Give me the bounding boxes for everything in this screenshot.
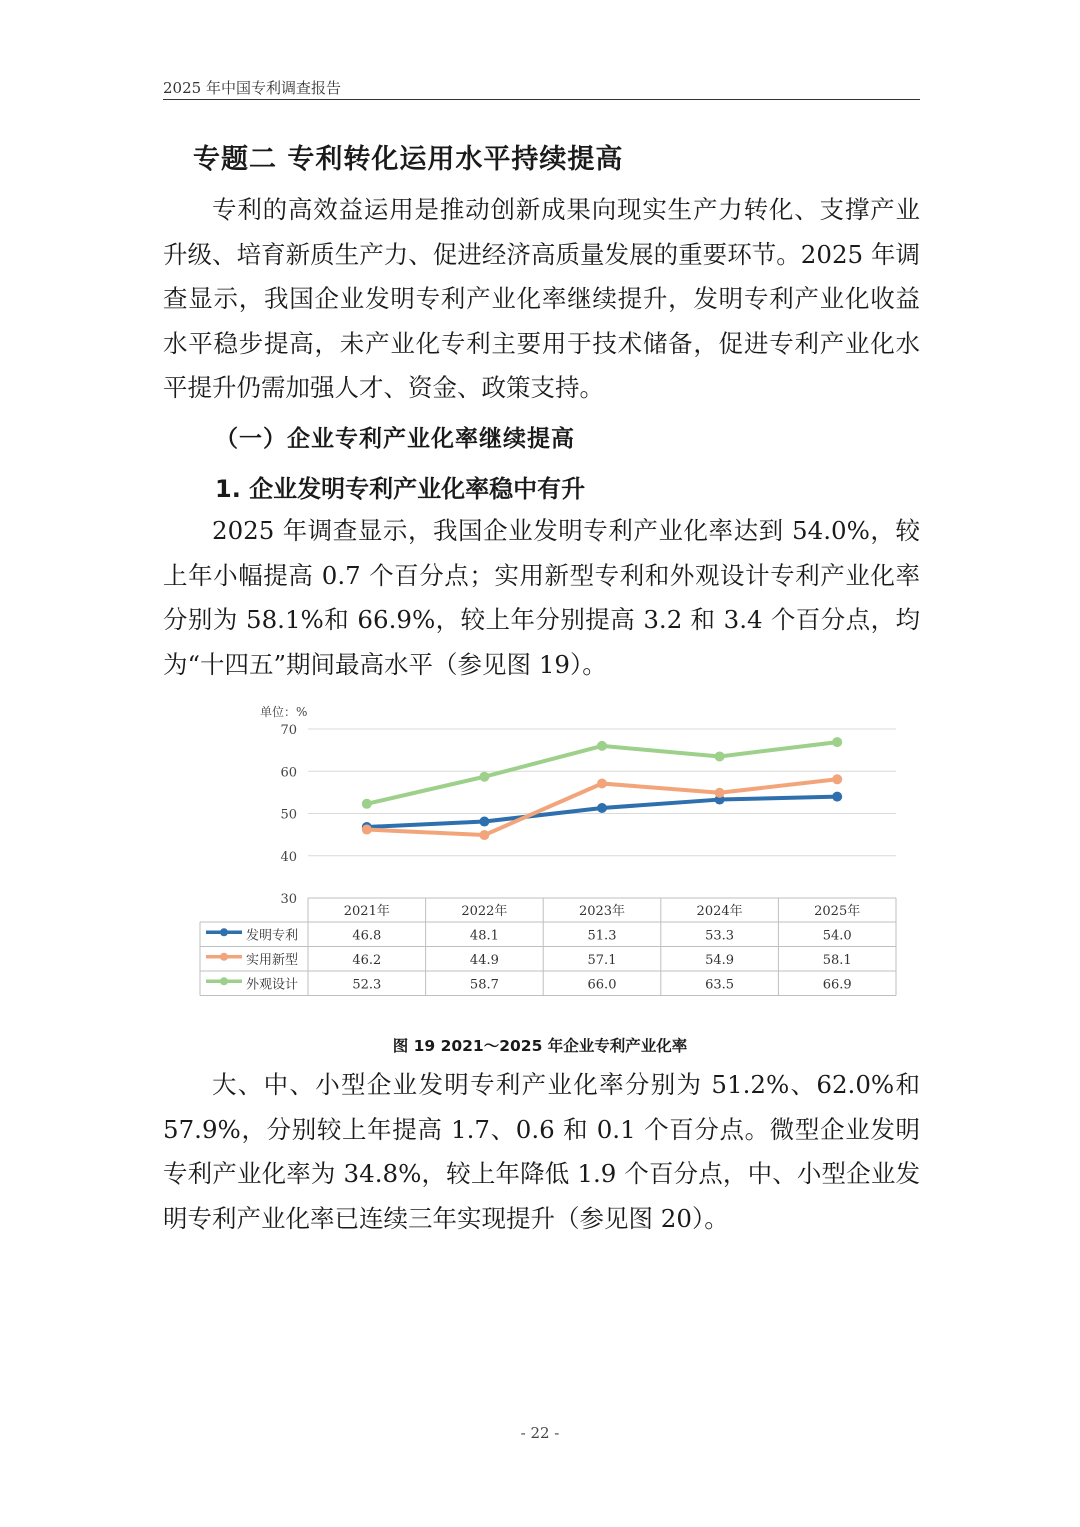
data-table-value: 66.0 — [587, 977, 617, 993]
data-table-value: 66.9 — [822, 977, 852, 993]
data-table-value: 58.7 — [469, 977, 499, 993]
data-point — [832, 774, 842, 784]
data-table-value: 57.1 — [587, 952, 617, 968]
data-table-value: 54.0 — [822, 928, 852, 944]
data-point — [597, 779, 607, 789]
data-point — [362, 825, 372, 835]
x-category-label: 2025年 — [814, 904, 861, 919]
legend-label: 发明专利 — [246, 928, 299, 944]
series-line — [367, 742, 837, 804]
legend-marker — [220, 953, 228, 961]
enterprise-size-paragraph: 大、中、小型企业发明专利产业化率分别为 51.2%、62.0%和 57.9%，分别较上年提高 1.7、0.6 和 0.1 个百分点。微型企业发明专利产业化率为 34.8%，较上年降低 1.9 个百分点，中、小型企业发明专利产业化率已连续三年实现提升（参见图 20）。 — [163, 1070, 920, 1233]
data-table-value: 51.3 — [587, 928, 617, 944]
x-category-label: 2022年 — [461, 904, 508, 919]
x-category-label: 2023年 — [578, 904, 626, 919]
data-point — [362, 799, 372, 809]
section-heading: （一）企业专利产业化率继续提高 — [215, 426, 575, 452]
unit-label: 单位：% — [260, 705, 308, 719]
data-point — [479, 772, 489, 782]
data-point — [832, 792, 842, 802]
y-tick-label: 30 — [280, 892, 297, 907]
data-table-value: 53.3 — [705, 928, 735, 944]
data-table-value: 44.9 — [469, 952, 499, 968]
series-line — [367, 779, 837, 835]
header-rule — [163, 99, 920, 100]
intro-paragraph: 专利的高效益运用是推动创新成果向现实生产力转化、支撑产业升级、培育新质生产力、促进经济高质量发展的重要环节。2025 年调查显示，我国企业发明专利产业化率继续提升，发明专利产业化收益水平稳步提高，未产业化专利主要用于技术储备，促进专利产业化水平提升仍需加强人才、资金、政策支持。 — [163, 195, 920, 403]
legend-label: 实用新型 — [246, 952, 299, 968]
data-point — [715, 795, 725, 805]
page-number: - 22 - — [520, 1424, 560, 1442]
figure-caption: 图 19 2021～2025 年企业专利产业化率 — [392, 1037, 688, 1055]
series-line — [367, 797, 837, 827]
data-point — [479, 817, 489, 827]
topic-title: 专题二 专利转化运用水平持续提高 — [193, 144, 624, 175]
findings-paragraph: 2025 年调查显示，我国企业发明专利产业化率达到 54.0%，较上年小幅提高 0.7 个百分点；实用新型专利和外观设计专利产业化率分别为 58.1%和 66.9%，较上年分别提高 3.2 和 3.4 个百分点，均为“十四五”期间最高水平（参见图 19）。 — [163, 516, 920, 679]
data-table-value: 52.3 — [352, 977, 382, 993]
legend-label: 外观设计 — [246, 977, 299, 993]
y-tick-label: 40 — [280, 849, 297, 865]
running-header: 2025 年中国专利调查报告 — [163, 79, 341, 97]
data-table-value: 48.1 — [469, 928, 499, 944]
data-point — [832, 737, 842, 747]
subsection-heading: 1. 企业发明专利产业化率稳中有升 — [215, 475, 586, 503]
y-tick-label: 50 — [280, 807, 297, 823]
y-tick-label: 70 — [280, 723, 297, 738]
data-table-value: 46.8 — [352, 928, 382, 944]
data-point — [479, 830, 489, 840]
legend-marker — [220, 928, 228, 936]
data-table-value: 63.5 — [705, 977, 735, 993]
x-category-label: 2021年 — [343, 904, 390, 919]
data-table-value: 54.9 — [705, 952, 735, 968]
data-table-value: 58.1 — [822, 952, 852, 968]
data-table-value: 46.2 — [352, 952, 382, 968]
legend-marker — [220, 977, 228, 985]
y-tick-label: 60 — [280, 765, 297, 781]
x-category-label: 2024年 — [696, 904, 743, 919]
data-point — [715, 788, 725, 798]
data-point — [715, 751, 725, 761]
data-point — [597, 741, 607, 751]
data-point — [362, 822, 372, 832]
data-point — [597, 803, 607, 813]
